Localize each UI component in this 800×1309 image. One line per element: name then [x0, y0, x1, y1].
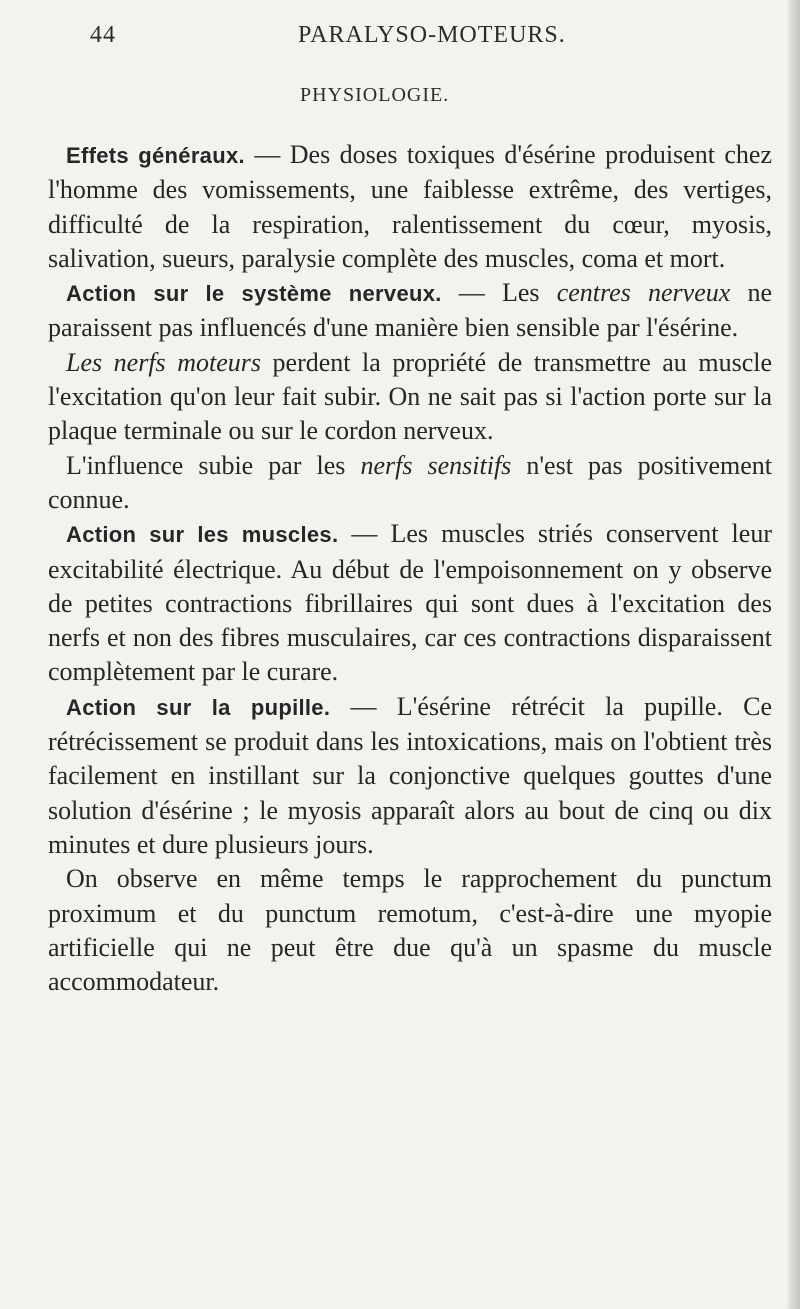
italic-term: Les nerfs moteurs — [66, 347, 261, 377]
paragraph-text: — Les muscles striés conservent leur excitabilité électrique. Au début de l'empoisonnement on y observe de petites contractions fibrillaires qui sont dues à l'excitation des nerfs et non des fibres musculaires, car ces contractions disparaissent complètement par le curare. — [48, 519, 772, 687]
paragraph-text: — Des doses toxiques d'ésérine produisent chez l'homme des vomissements, une faiblesse extrême, des vertiges, difficulté de la respiration, ralentissement du cœur, myosis, salivation, sueurs, paralysie complète des muscles, coma et mort. — [48, 140, 772, 273]
paragraph-pupille — [48, 690, 772, 862]
paragraph-heading: Action sur les muscles. — [66, 522, 339, 548]
paragraph-text: On observe en même temps le rapprochement du punctum proximum et du punctum remotum, c'est-à-dire une myopie artificielle qui ne peut être due qu'à un spasme du muscle accommodateur. — [48, 864, 772, 997]
page-header — [90, 22, 770, 58]
paragraph-heading: Action sur la pupille. — [66, 694, 331, 720]
paragraph-text: L'influence subie par les — [66, 450, 361, 480]
running-title: PARALYSO-MOTEURS. — [298, 22, 566, 48]
paragraph-effets-generaux — [48, 138, 772, 276]
paragraph-nerfs-moteurs — [48, 346, 772, 449]
paragraph-systeme-nerveux — [48, 276, 772, 346]
paragraph-nerfs-sensitifs — [48, 449, 772, 518]
page-edge-shadow — [786, 0, 800, 1309]
paragraph-text: — Les — [441, 278, 557, 308]
section-title: PHYSIOLOGIE. — [300, 84, 450, 106]
paragraph-text: ne paraissent pas influencés d'une manière bien sensible par l'ésérine. — [48, 278, 772, 343]
page-number: 44 — [90, 22, 116, 48]
paragraph-punctum — [48, 862, 772, 999]
body-text — [48, 138, 772, 999]
paragraph-text: n'est pas positivement connue. — [48, 450, 772, 514]
paragraph-text: — L'ésérine rétrécit la pupille. Ce rétrécissement se produit dans les intoxications, mais on l'obtient très facilement en instillant sur la conjonctive quelques gouttes d'une solution d'ésérine ; le myosis apparaît alors au bout de cinq ou dix minutes et dure plusieurs jours. — [48, 691, 772, 859]
italic-term: centres nerveux — [556, 278, 731, 308]
italic-term: nerfs sensitifs — [360, 450, 512, 480]
paragraph-muscles — [48, 517, 772, 689]
paragraph-heading: Action sur le système nerveux. — [66, 281, 442, 307]
paragraph-text: perdent la propriété de transmettre au muscle l'excitation qu'on leur fait subir. On ne sait pas si l'action porte sur la plaque terminale ou sur le cordon nerveux. — [48, 347, 772, 446]
paragraph-heading: Effets généraux. — [66, 143, 245, 168]
